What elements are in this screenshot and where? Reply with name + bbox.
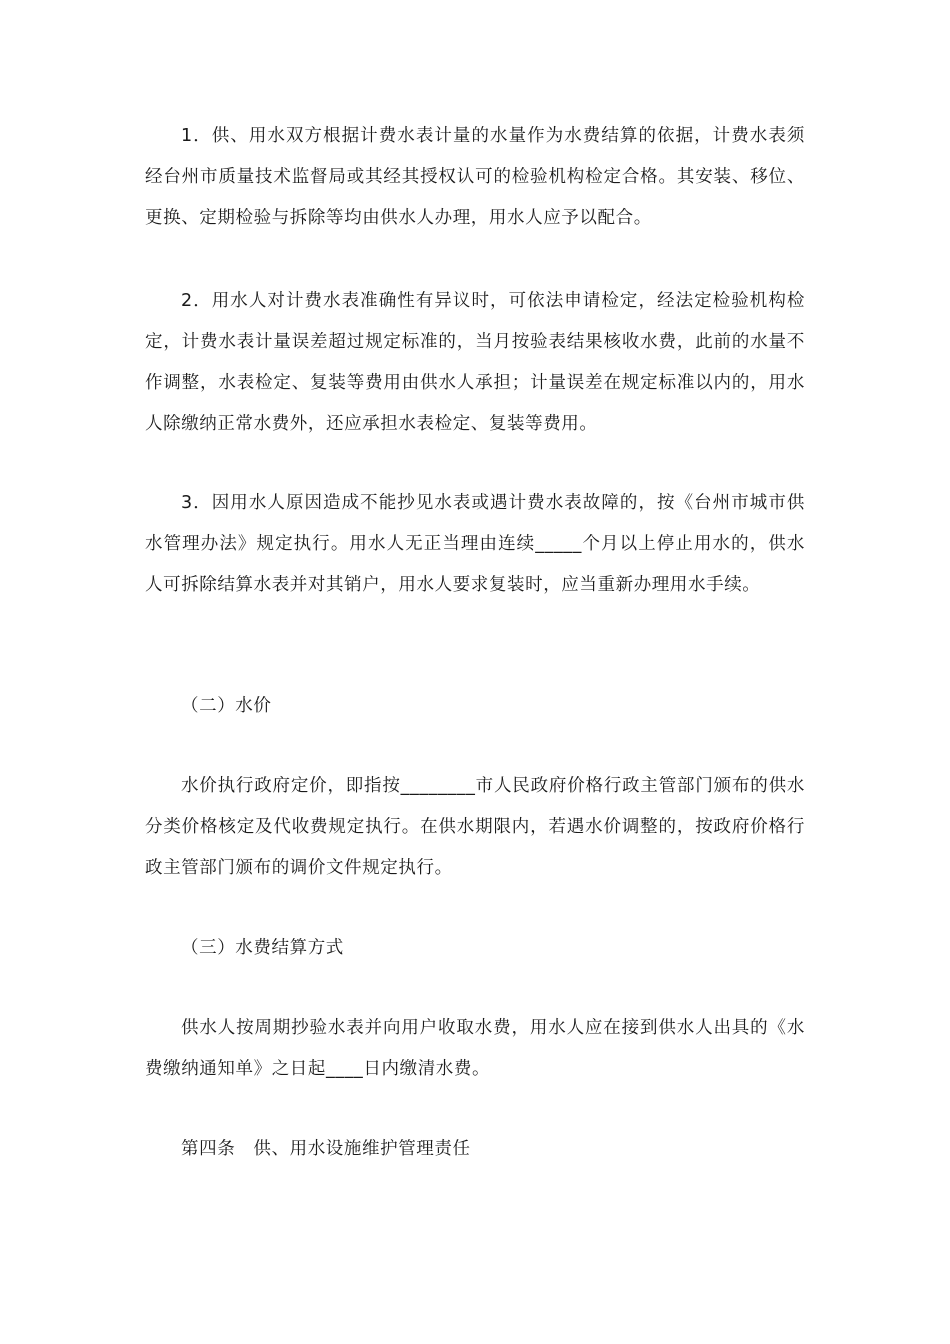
section-heading-water-price: （二）水价 — [181, 696, 272, 716]
paragraph-meter-fault: 3．因用水人原因造成不能抄见水表或遇计费水表故障的，按《台州市城市供水管理办法》规定执行。用水人无正当理由连续_____个月以上停止用水的，供水人可拆除结算水表并对其销户，用水人要求复装时，应当重新办理用水手续。 — [145, 493, 805, 595]
paragraph-water-price: 水价执行政府定价，即指按________市人民政府价格行政主管部门颁布的供水分类价格核定及代收费规定执行。在供水期限内，若遇水价调整的，按政府价格行政主管部门颁布的调价文件规定执行。 — [145, 776, 805, 878]
section-heading-settlement: （三）水费结算方式 — [181, 938, 344, 958]
paragraph-meter-measurement: 1．供、用水双方根据计费水表计量的水量作为水费结算的依据，计费水表须经台州市质量技术监督局或其经其授权认可的检验机构检定合格。其安装、移位、更换、定期检验与拆除等均由供水人办理，用水人应予以配合。 — [145, 126, 805, 228]
paragraph-meter-dispute: 2．用水人对计费水表准确性有异议时，可依法申请检定，经法定检验机构检定，计费水表计量误差超过规定标准的，当月按验表结果核收水费，此前的水量不作调整，水表检定、复装等费用由供水人承担；计量误差在规定标准以内的，用水人除缴纳正常水费外，还应承担水表检定、复装等费用。 — [145, 291, 805, 434]
article-heading-article-4: 第四条 供、用水设施维护管理责任 — [181, 1139, 471, 1159]
paragraph-settlement: 供水人按周期抄验水表并向用户收取水费，用水人应在接到供水人出具的《水费缴纳通知单》之日起____日内缴清水费。 — [145, 1018, 805, 1079]
